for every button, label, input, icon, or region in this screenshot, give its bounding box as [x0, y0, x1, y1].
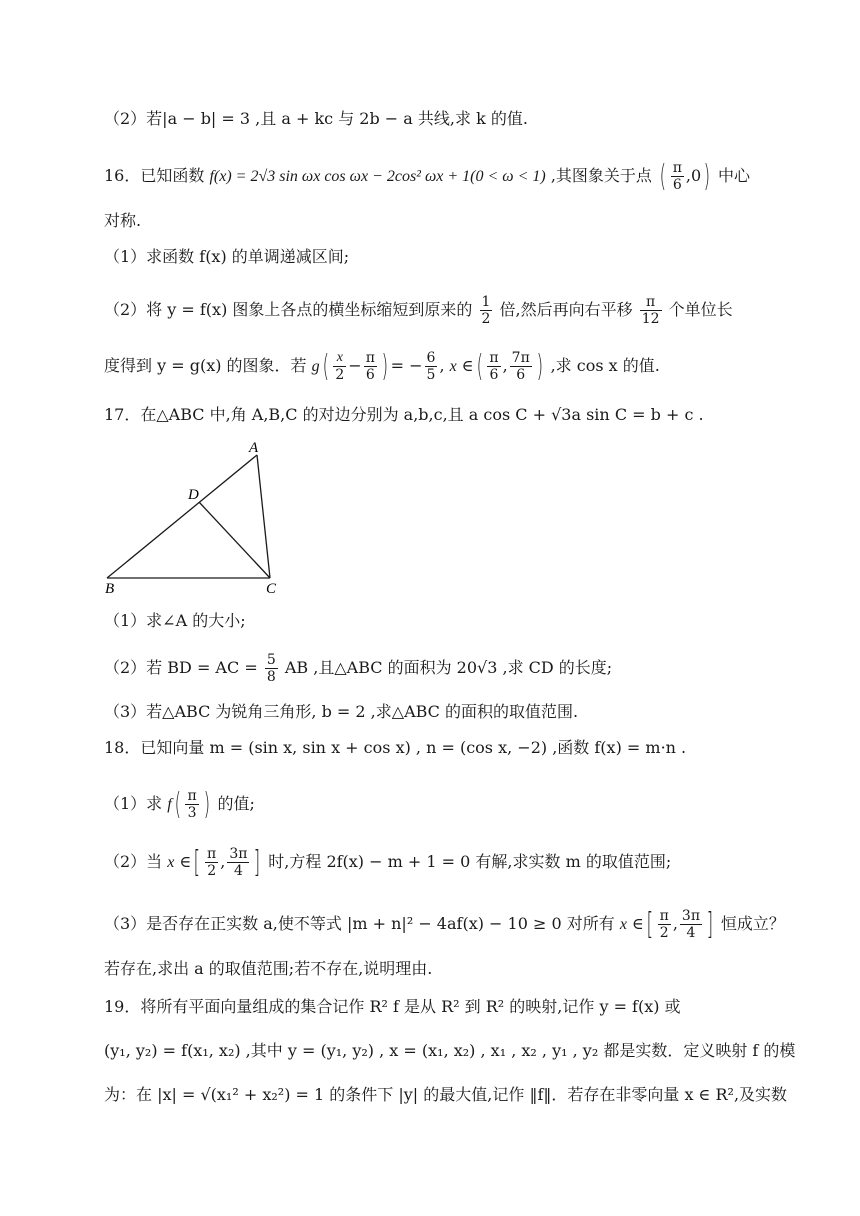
q18-part3-cont: 若存在,求出 a 的取值范围;若不存在,说明理由.: [104, 959, 433, 978]
q17-part2: （2）若 BD = AC = $\frac{5}{8}$ AB ,且△ABC 的面积为 20√3 ,求 CD 的长度;: [104, 652, 613, 685]
label-a: A: [249, 440, 259, 456]
q16-part2-cont: 度得到 y = g(x) 的图象．若 g( $\frac{x}{2}$ − $\frac{\pi}{6}$ ) = − $\frac{6}{5}$ , x ∈( $\frac{\pi}{6}$ , $\frac{7\pi}{6}$ ) ,求 cos x 的值.: [104, 348, 660, 384]
segment-cd: [199, 502, 270, 578]
q16-symmetric-text: ,其图象关于点: [550, 166, 652, 185]
q19-stem-1: 19．将所有平面向量组成的集合记作 R² f 是从 R² 到 R² 的映射,记作 y = f(x) 或: [104, 997, 681, 1016]
side-ba: [107, 455, 257, 578]
q17-stem: 17．在△ABC 中,角 A,B,C 的对边分别为 a,b,c,且 a cos C + √3a sin C = b + c .: [104, 405, 704, 424]
frac-pi-6: $\frac{\pi}{6}$: [672, 160, 682, 193]
q16-part1: （1）求函数 f(x) 的单调递减区间;: [104, 247, 350, 266]
side-ac: [257, 455, 270, 578]
q17-part3: （3）若△ABC 为锐角三角形, b = 2 ,求△ABC 的面积的取值范围.: [104, 702, 579, 721]
frac-pi-12: $\frac{\pi}{12}$: [641, 294, 660, 327]
q16-number: 16．已知函数: [104, 166, 205, 185]
q19-stem-3: 为：在 |x| = √(x₁² + x₂²) = 1 的条件下 |y| 的最大值,记作 ‖f‖．若存在非零向量 x ∈ R²,及实数: [104, 1085, 788, 1104]
label-d: D: [188, 487, 199, 503]
label-b: B: [105, 581, 115, 597]
triangle-figure: [100, 438, 290, 598]
q16-stem-cont: 对称.: [104, 211, 142, 230]
q16-part2: （2）将 y = f(x) 图象上各点的横坐标缩短到原来的 $\frac{1}{2}$ 倍,然后再向右平移 $\frac{\pi}{12}$ 个单位长: [104, 294, 733, 327]
label-c: C: [266, 581, 277, 597]
q18-part3: （3）是否存在正实数 a,使不等式 |m + n|² − 4af(x) − 10 ≥ 0 对所有 x ∈[ $\frac{\pi}{2}$ , $\frac{3\pi}{4}$ ] 恒成立？: [104, 906, 785, 942]
q18-part1: （1）求 f( $\frac{\pi}{3}$ ) 的值;: [104, 786, 255, 822]
q16-function: f(x) = 2√3 sin ωx cos ωx − 2cos² ωx + 1(0 < ω < 1): [209, 168, 546, 185]
q19-stem-2: (y₁, y₂) = f(x₁, x₂) ,其中 y = (y₁, y₂) , x = (x₁, x₂) , x₁ , x₂ , y₁ , y₂ 都是实数．定义映射 f 的模: [104, 1041, 796, 1060]
q18-part2: （2）当 x ∈[ $\frac{\pi}{2}$ , $\frac{3\pi}{4}$ ] 时,方程 2f(x) − m + 1 = 0 有解,求实数 m 的取值范围;: [104, 844, 672, 880]
q16-stem: 16．已知函数 f(x) = 2√3 sin ωx cos ωx − 2cos² ωx + 1(0 < ω < 1) ,其图象关于点 ( $\frac{\pi}{6}$ ,0) 中心: [104, 158, 751, 194]
q15-part2: （2）若|a − b| = 3 ,且 a + kc 与 2b − a 共线,求 k 的值.: [104, 109, 528, 128]
q16-center-text: 中心: [718, 166, 751, 185]
q17-part1: （1）求∠A 的大小;: [104, 611, 246, 630]
frac-one-half: $\frac{1}{2}$: [481, 294, 491, 327]
frac-five-eighths: $\frac{5}{8}$: [266, 652, 276, 685]
q18-stem: 18．已知向量 m = (sin x, sin x + cos x) , n = (cos x, −2) ,函数 f(x) = m·n .: [104, 738, 687, 757]
